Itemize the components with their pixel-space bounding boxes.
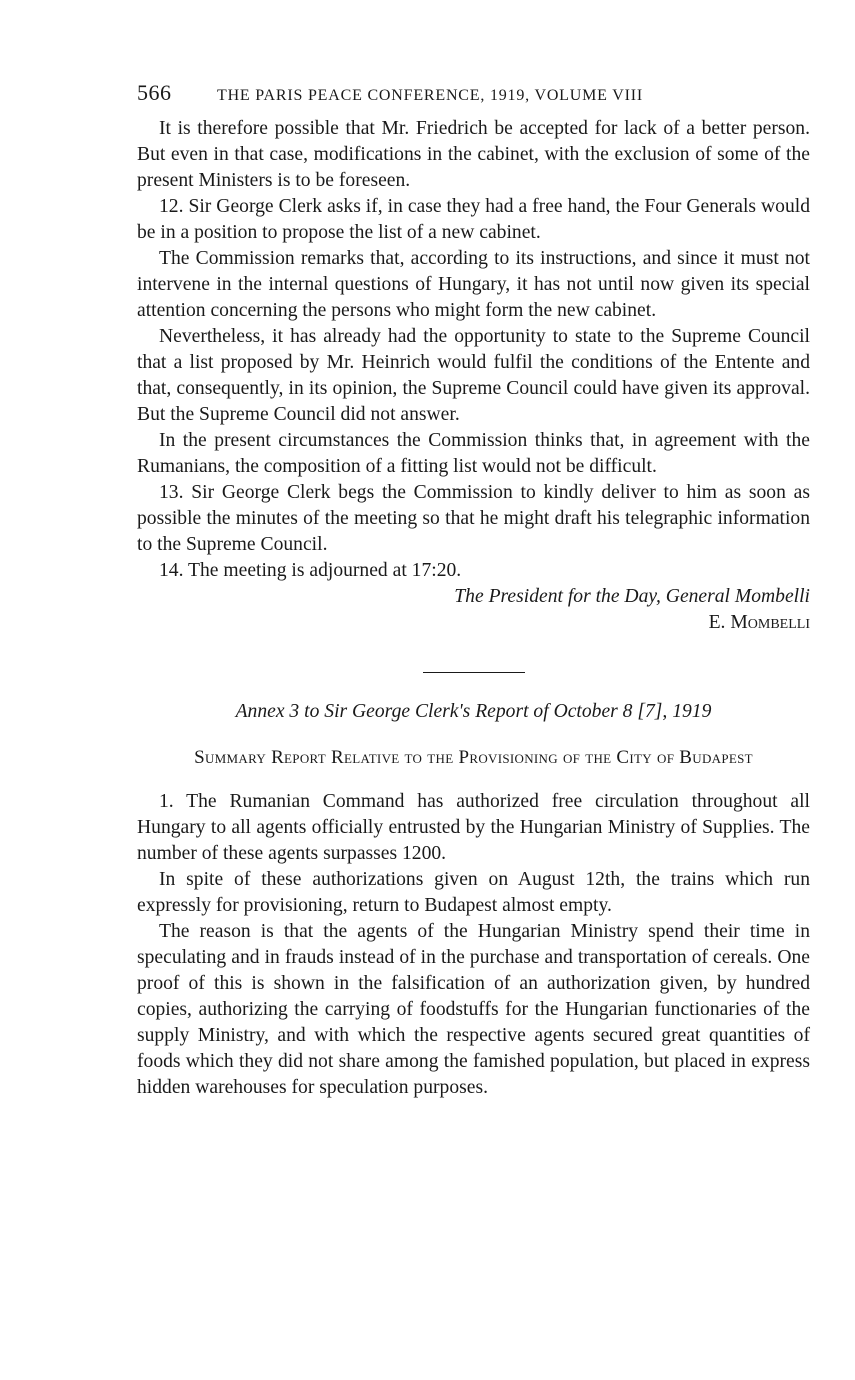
paragraph: 12. Sir George Clerk asks if, in case they had a free hand, the Four Generals would be in a position to propose the list of a new cabinet.	[137, 196, 810, 243]
paragraph: The reason is that the agents of the Hungarian Ministry spend their time in speculating and in frauds instead of in the purchase and transportation of cereals. One proof of this is shown in the falsification of an authorization given, by hundred copies, authorizing the carrying of foodstuffs for the Hungarian functionaries of the supply Ministry, and with which the respective agents secured great quantities of foods which they did not share among the famished population, but placed in express hidden warehouses for speculation purposes.	[137, 921, 810, 1098]
annex-title: Annex 3 to Sir George Clerk's Report of October 8 [7], 1919	[235, 701, 712, 722]
running-head	[137, 80, 810, 116]
signature-block	[137, 584, 810, 636]
report-title: Summary Report Relative to the Provisioning of the City of Budapest	[194, 747, 753, 768]
document-page	[137, 80, 810, 1101]
page-number: 566	[137, 80, 172, 105]
running-head-title: THE PARIS PEACE CONFERENCE, 1919, VOLUME VIII	[217, 87, 643, 104]
paragraph: 14. The meeting is adjourned at 17:20.	[159, 560, 462, 581]
paragraph: The Commission remarks that, according to its instructions, and since it must not intervene in the internal questions of Hungary, it has not until now given its special attention concerning the persons who might form the new cabinet.	[137, 248, 810, 321]
paragraph: It is therefore possible that Mr. Friedrich be accepted for lack of a better person. But even in that case, modifications in the cabinet, with the exclusion of some of the present Ministers is to be foreseen.	[137, 118, 810, 191]
paragraph: In spite of these authorizations given on August 12th, the trains which run expressly for provisioning, return to Budapest almost empty.	[137, 869, 810, 916]
paragraph: Nevertheless, it has already had the opportunity to state to the Supreme Council that a list proposed by Mr. Heinrich would fulfil the conditions of the Entente and that, consequently, in its opinion, the Supreme Council could have given its approval. But the Supreme Council did not answer.	[137, 326, 810, 425]
section-divider	[423, 672, 525, 673]
minutes-section	[137, 116, 810, 636]
signature-name: E. Mombelli	[708, 612, 810, 633]
paragraph: 13. Sir George Clerk begs the Commission to kindly deliver to him as soon as possible the minutes of the meeting so that he might draft his telegraphic information to the Supreme Council.	[137, 482, 810, 555]
annex-section	[137, 699, 810, 1101]
signature-title: The President for the Day, General Mombelli	[454, 586, 810, 607]
paragraph: 1. The Rumanian Command has authorized free circulation throughout all Hungary to all agents officially entrusted by the Hungarian Ministry of Supplies. The number of these agents surpasses 1200.	[137, 791, 810, 864]
paragraph: In the present circumstances the Commission thinks that, in agreement with the Rumanians, the composition of a fitting list would not be difficult.	[137, 430, 810, 477]
